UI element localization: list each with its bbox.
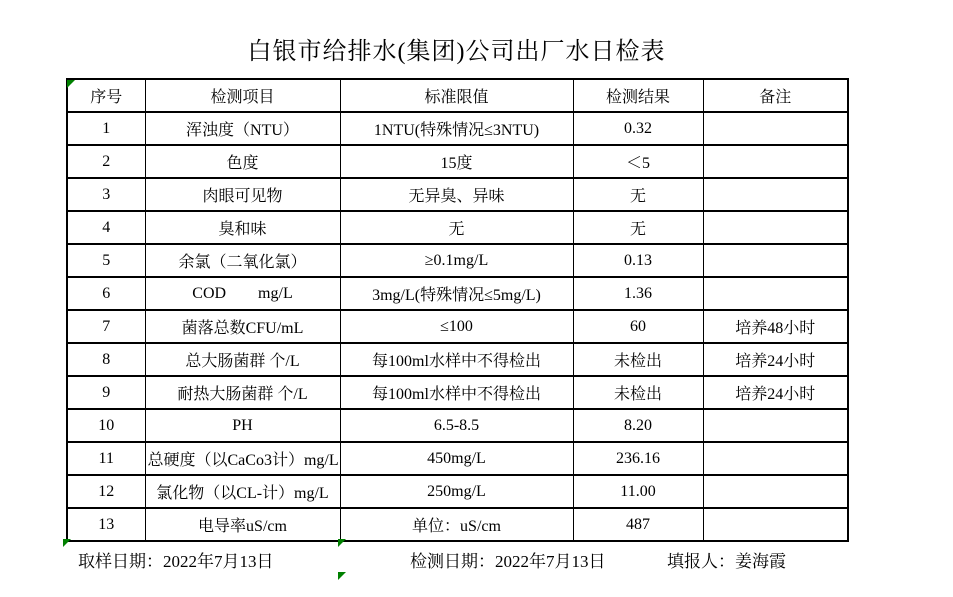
table-row: [67, 211, 848, 244]
cell-test-result: 无: [573, 178, 703, 211]
cell-test-item: 色度: [145, 145, 340, 178]
cell-test-result: 未检出: [573, 376, 703, 409]
cell-remark: 培养48小时: [703, 310, 848, 343]
cell-standard-limit: 450mg/L: [340, 442, 573, 475]
cell-standard-limit: 15度: [340, 145, 573, 178]
cell-remark: [703, 145, 848, 178]
cell-standard-limit: 250mg/L: [340, 475, 573, 508]
cell-error-indicator-icon: [338, 539, 346, 547]
cell-test-item: 电导率uS/cm: [145, 508, 340, 541]
cell-serial-number: 11: [67, 442, 145, 475]
table-row: [67, 343, 848, 376]
table-header-row: [67, 79, 848, 112]
table-row: [67, 442, 848, 475]
cell-test-item: 余氯（二氧化氯）: [145, 244, 340, 277]
cell-serial-number: 10: [67, 409, 145, 442]
table-row: [67, 376, 848, 409]
cell-standard-limit: 3mg/L(特殊情况≤5mg/L): [340, 277, 573, 310]
table-row: [67, 244, 848, 277]
table-row: [67, 277, 848, 310]
cell-test-item: 耐热大肠菌群 个/L: [145, 376, 340, 409]
cell-remark: [703, 442, 848, 475]
table-row: [67, 310, 848, 343]
cell-test-result: 0.32: [573, 112, 703, 145]
table-row: [67, 145, 848, 178]
table-row: [67, 475, 848, 508]
cell-test-item: 浑浊度（NTU）: [145, 112, 340, 145]
test-date-label: 检测日期：2022年7月13日: [410, 552, 606, 571]
sampling-date-label: 取样日期：2022年7月13日: [78, 552, 274, 571]
cell-test-result: 0.13: [573, 244, 703, 277]
cell-test-item: PH: [145, 409, 340, 442]
cell-remark: 培养24小时: [703, 376, 848, 409]
cell-standard-limit: 1NTU(特殊情况≤3NTU): [340, 112, 573, 145]
cell-test-result: 未检出: [573, 343, 703, 376]
cell-test-result: 8.20: [573, 409, 703, 442]
cell-test-item: 臭和味: [145, 211, 340, 244]
cell-remark: [703, 112, 848, 145]
cell-test-result: 11.00: [573, 475, 703, 508]
cell-test-result: 60: [573, 310, 703, 343]
cell-serial-number: 13: [67, 508, 145, 541]
cell-remark: 培养24小时: [703, 343, 848, 376]
cell-remark: [703, 508, 848, 541]
cell-test-item: COD mg/L: [145, 277, 340, 310]
cell-serial-number: 1: [67, 112, 145, 145]
cell-remark: [703, 475, 848, 508]
table-row: [67, 112, 848, 145]
cell-remark: [703, 178, 848, 211]
cell-standard-limit: 每100ml水样中不得检出: [340, 376, 573, 409]
cell-standard-limit: 无: [340, 211, 573, 244]
header-standard-limit: 标准限值: [340, 79, 573, 112]
table-body: [67, 112, 848, 541]
cell-test-item: 总大肠菌群 个/L: [145, 343, 340, 376]
reporter-label: 填报人：姜海霞: [667, 552, 786, 571]
cell-test-item: 菌落总数CFU/mL: [145, 310, 340, 343]
cell-test-result: 无: [573, 211, 703, 244]
header-serial-number: 序号: [67, 79, 145, 112]
cell-test-result: 1.36: [573, 277, 703, 310]
table-row: [67, 508, 848, 541]
cell-test-item: 氯化物（以CL-计）mg/L: [145, 475, 340, 508]
cell-serial-number: 6: [67, 277, 145, 310]
cell-serial-number: 4: [67, 211, 145, 244]
inspection-table: [66, 78, 849, 542]
cell-serial-number: 12: [67, 475, 145, 508]
cell-test-item: 肉眼可见物: [145, 178, 340, 211]
cell-serial-number: 3: [67, 178, 145, 211]
cell-serial-number: 2: [67, 145, 145, 178]
cell-serial-number: 9: [67, 376, 145, 409]
table-row: [67, 409, 848, 442]
cell-remark: [703, 244, 848, 277]
cell-serial-number: 7: [67, 310, 145, 343]
table-row: [67, 178, 848, 211]
cell-standard-limit: 每100ml水样中不得检出: [340, 343, 573, 376]
cell-serial-number: 5: [67, 244, 145, 277]
cell-standard-limit: 无异臭、异味: [340, 178, 573, 211]
header-test-result: 检测结果: [573, 79, 703, 112]
cell-serial-number: 8: [67, 343, 145, 376]
cell-standard-limit: 单位：uS/cm: [340, 508, 573, 541]
cell-test-result: 236.16: [573, 442, 703, 475]
cell-remark: [703, 409, 848, 442]
cell-standard-limit: ≥0.1mg/L: [340, 244, 573, 277]
cell-test-result: 487: [573, 508, 703, 541]
page-title: 白银市给排水(集团)公司出厂水日检表: [247, 39, 666, 65]
cell-standard-limit: ≤100: [340, 310, 573, 343]
cell-remark: [703, 211, 848, 244]
header-remark: 备注: [703, 79, 848, 112]
cell-error-indicator-icon: [338, 572, 346, 580]
header-test-item: 检测项目: [145, 79, 340, 112]
cell-remark: [703, 277, 848, 310]
cell-test-result: ＜5: [573, 145, 703, 178]
cell-standard-limit: 6.5-8.5: [340, 409, 573, 442]
cell-test-item: 总硬度（以CaCo3计）mg/L: [145, 442, 340, 475]
